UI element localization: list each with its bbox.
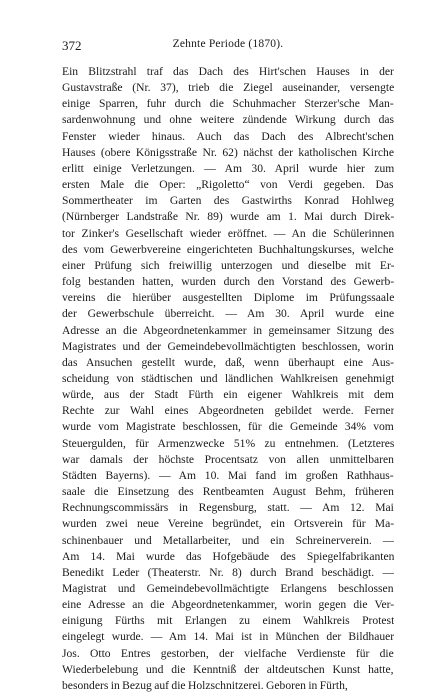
page-number: 372 [62, 38, 82, 53]
text-line: Jos. Otto Entres gestorben, der vielfache Verdienste für die [62, 646, 394, 660]
text-line: schinenbauer und Metallarbeiter, und ein Schreinerverein. — [62, 533, 394, 547]
text-line: Städten Bayerns). — Am 10. Mai fand im großen Rathhaus- [62, 468, 394, 482]
text-line: ersten Male die Oper: „Rigoletto“ von Verdi gegeben. Das [62, 178, 394, 192]
text-line: Fenster wieder hinaus. Auch das Dach des Albrecht'schen [62, 129, 394, 143]
text-line: (Nürnberger Landstraße Nr. 89) wurde am 1. Mai durch Direk- [62, 210, 394, 224]
text-line: einigung Fürths mit Erlangen zu einem Wahlkreis Protest [62, 614, 394, 628]
text-line: Rechte zur Wahl eines Abgeordneten gebildet werde. Ferner [62, 404, 394, 418]
text-line: würde, aus der Stadt Fürth ein eigener Wahlkreis mit dem [62, 388, 394, 402]
text-line: Benedikt Leder (Theaterstr. Nr. 8) durch Brand beschädigt. — [62, 565, 394, 579]
text-line: vereins die hierüber ausgestellten Diplome im Prüfungssaale [62, 291, 394, 305]
text-line: des vom Gewerbvereine eingerichteten Buchhaltungskurses, welche [62, 242, 394, 256]
text-line: Magistrates und der Gemeindebevollmächtigten beschlossen, worin [62, 339, 394, 353]
text-line: besonders in Bezug auf die Holzschnitzerei. Geboren in Fürth, [62, 678, 348, 692]
text-line: der Gewerbschule überreicht. — Am 30. April wurde eine [62, 307, 394, 321]
text-line: Hauses (obere Königsstraße Nr. 62) nächst der katholischen Kirche [62, 145, 394, 159]
text-line: eingelegt wurde. — Am 14. Mai ist in München der Bildhauer [62, 630, 394, 644]
text-line: das Ansuchen gestellt wurde, daß, wenn überhaupt eine Aus- [62, 355, 394, 369]
text-line: Rechnungscommissärs in Regensburg, statt. — Am 12. Mai [62, 501, 394, 515]
text-line: Adresse an die Abgeordnetenkammer in gemeinsamer Sitzung des [62, 323, 394, 337]
text-line: war damals der höchste Procentsatz von allen unmittelbaren [62, 452, 394, 466]
text-line: Magistrat und Gemeindebevollmächtigte Erlangens beschlossen [62, 582, 394, 595]
text-line: Ein Blitzstrahl traf das Dach des Hirt'schen Hauses in der [62, 65, 394, 78]
text-line: Steuergulden, für Armenzwecke 51% zu entnehmen. (Letzteres [62, 436, 394, 450]
text-line: Wiederbelebung und die Kenntniß der altdeutschen Kunst hatte, [62, 662, 394, 676]
text-line: saale die Einsetzung des Rentbeamten August Behm, früheren [62, 485, 394, 499]
text-line: folg bestanden hatten, wurden durch den Vorstand des Gewerb- [62, 275, 394, 289]
text-line: scheidung von städtischen und ländlichen Wahlkreisen genehmigt [62, 371, 394, 385]
text-line: einige Sparren, fuhr durch die Schuhmacher Sterzer'sche Man- [62, 97, 394, 111]
text-line: wurde vom Magistrate beschlossen, für die Gemeinde 34% vom [62, 420, 394, 434]
running-title: Zehnte Periode (1870). [172, 38, 284, 50]
text-line: einer Prüfung sich freiwillig unterzogen und dieselbe mit Er- [62, 258, 394, 272]
text-line: sardenwohnung und ohne weitere zündende Wirkung durch das [62, 113, 394, 127]
page-header [62, 38, 394, 54]
text-line: eine Adresse an die Abgeordnetenkammer, worin gegen die Ver- [62, 598, 394, 612]
text-line: wurden zwei neue Vereine begründet, ein Ortsverein für Ma- [62, 517, 394, 531]
text-line: Sommertheater im Garten des Gastwirths Konrad Hohlweg [62, 194, 394, 208]
text-line: tor Zinker's Gesellschaft wieder eröffnet. — An die Schülerinnen [62, 226, 394, 240]
text-line: Gustavstraße (Nr. 37), trieb die Ziegel auseinander, versengte [62, 81, 394, 95]
text-line: Am 14. Mai wurde das Hofgebäude des Spiegelfabrikanten [62, 549, 394, 563]
text-line: erlitt einige Verletzungen. — Am 30. April wurde hier zum [62, 161, 394, 175]
